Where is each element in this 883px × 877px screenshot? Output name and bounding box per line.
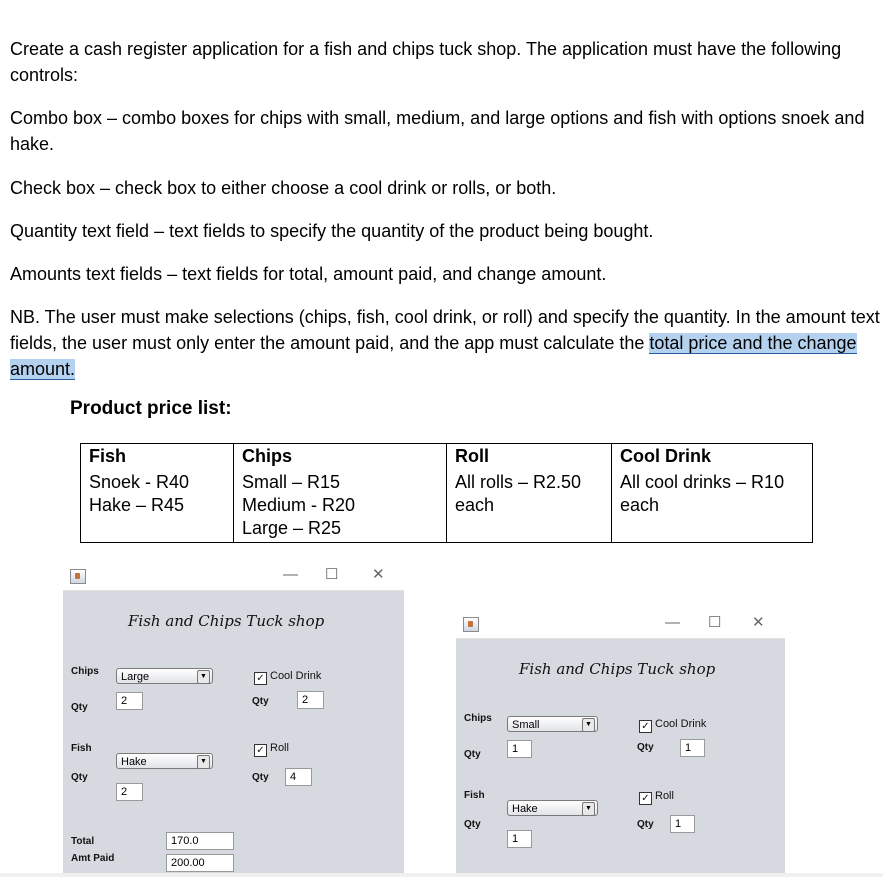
cool-drink-qty-field[interactable]: 2	[297, 691, 324, 709]
price-hake: Hake – R45	[89, 495, 185, 515]
cool-drink-qty-label: Qty	[637, 742, 654, 753]
paragraph-quantity-field: Quantity text field – text fields to specify the quantity of the product being bought.	[10, 221, 654, 241]
close-icon[interactable]: ✕	[752, 614, 765, 631]
chips-label: Chips	[71, 666, 99, 677]
price-roll: All rolls – R2.50	[455, 472, 582, 492]
fish-combo-value: Hake	[121, 756, 147, 768]
roll-qty-label: Qty	[252, 772, 269, 783]
price-large: Large – R25	[242, 518, 342, 538]
minimize-icon[interactable]: —	[665, 614, 680, 631]
cool-drink-qty-label: Qty	[252, 696, 269, 707]
roll-checkbox[interactable]	[639, 790, 674, 805]
cool-drink-label: Cool Drink	[655, 718, 707, 730]
price-medium: Medium - R20	[242, 495, 356, 515]
chips-qty-label: Qty	[71, 702, 88, 713]
header-roll: Roll	[447, 444, 612, 471]
maximize-icon[interactable]: ☐	[325, 566, 339, 583]
chips-qty-field[interactable]: 1	[507, 740, 532, 758]
fish-label: Fish	[71, 743, 92, 754]
price-snoek: Snoek - R40	[89, 472, 190, 492]
chips-qty-label: Qty	[464, 749, 481, 760]
check-icon: ✓	[254, 672, 267, 685]
total-label: Total	[71, 836, 95, 847]
chevron-down-icon[interactable]: ▼	[197, 755, 210, 769]
roll-checkbox[interactable]	[254, 742, 289, 757]
title-bar	[63, 562, 404, 591]
nb-text: NB. The user must make selections (chips, fish, cool drink, or roll) and specify the quantity. In the amount text fields, the user must only enter the amount paid, and the app must calculate the	[10, 307, 880, 353]
check-icon: ✓	[639, 720, 652, 733]
paragraph-nb	[10, 304, 880, 382]
cell-cool-drink	[612, 470, 813, 543]
cell-roll	[447, 470, 612, 543]
cool-drink-label: Cool Drink	[270, 670, 322, 682]
paragraph-check-box: Check box – check box to either choose a cool drink or rolls, or both.	[10, 178, 557, 198]
app-window-left	[63, 562, 404, 877]
title-bar	[456, 610, 785, 639]
check-icon: ✓	[639, 792, 652, 805]
app-title: Fish and Chips Tuck shop	[519, 660, 716, 678]
fish-qty-field[interactable]: 2	[116, 783, 143, 801]
fish-qty-label: Qty	[464, 819, 481, 830]
header-fish: Fish	[81, 444, 234, 471]
roll-qty-field[interactable]: 4	[285, 768, 312, 786]
chips-combo-value: Small	[512, 719, 540, 731]
total-field[interactable]: 170.0	[166, 832, 234, 850]
selected-text[interactable]: total price and the change amount.	[10, 333, 857, 379]
price-cool-drink: All cool drinks – R10	[620, 472, 785, 492]
fish-combo[interactable]	[116, 753, 213, 769]
chevron-down-icon[interactable]: ▼	[582, 718, 595, 732]
fish-combo[interactable]	[507, 800, 598, 816]
header-cool-drink: Cool Drink	[612, 444, 813, 471]
price-table	[80, 443, 813, 543]
chips-qty-field[interactable]: 2	[116, 692, 143, 710]
page-bottom-edge	[0, 873, 883, 877]
amt-paid-label: Amt Paid	[71, 853, 115, 864]
paragraph-combo-box: Combo box – combo boxes for chips with small, medium, and large options and fish with options snoek and hake.	[10, 108, 865, 154]
header-chips: Chips	[234, 444, 447, 471]
cool-drink-checkbox[interactable]	[639, 718, 706, 733]
chevron-down-icon[interactable]: ▼	[582, 802, 595, 816]
price-roll-each: each	[455, 495, 495, 515]
cell-chips	[234, 470, 447, 543]
minimize-icon[interactable]: —	[283, 566, 298, 583]
price-list-title: Product price list:	[70, 398, 232, 419]
roll-label: Roll	[270, 742, 289, 754]
app-title: Fish and Chips Tuck shop	[128, 612, 325, 630]
price-cool-drink-each: each	[620, 495, 660, 515]
amt-paid-field[interactable]: 200.00	[166, 854, 234, 872]
chips-combo[interactable]	[116, 668, 213, 684]
fish-qty-label: Qty	[71, 772, 88, 783]
app-window-right	[456, 610, 785, 877]
check-icon: ✓	[254, 744, 267, 757]
paragraph-amount-fields: Amounts text fields – text fields for total, amount paid, and change amount.	[10, 264, 607, 284]
cool-drink-qty-field[interactable]: 1	[680, 739, 705, 757]
cool-drink-checkbox[interactable]	[254, 670, 321, 685]
chips-label: Chips	[464, 713, 492, 724]
fish-qty-field[interactable]: 1	[507, 830, 532, 848]
chips-combo[interactable]	[507, 716, 598, 732]
fish-combo-value: Hake	[512, 803, 538, 815]
roll-label: Roll	[655, 790, 674, 802]
fish-label: Fish	[464, 790, 485, 801]
paragraph-intro: Create a cash register application for a fish and chips tuck shop. The application must have the following controls:	[10, 39, 842, 85]
price-small: Small – R15	[242, 472, 341, 492]
cell-fish	[81, 470, 234, 543]
maximize-icon[interactable]: ☐	[708, 614, 722, 631]
chips-combo-value: Large	[121, 671, 150, 683]
close-icon[interactable]: ✕	[372, 566, 385, 583]
java-app-icon	[70, 569, 86, 584]
roll-qty-label: Qty	[637, 819, 654, 830]
java-app-icon	[463, 617, 479, 632]
roll-qty-field[interactable]: 1	[670, 815, 695, 833]
chevron-down-icon[interactable]: ▼	[197, 670, 210, 684]
